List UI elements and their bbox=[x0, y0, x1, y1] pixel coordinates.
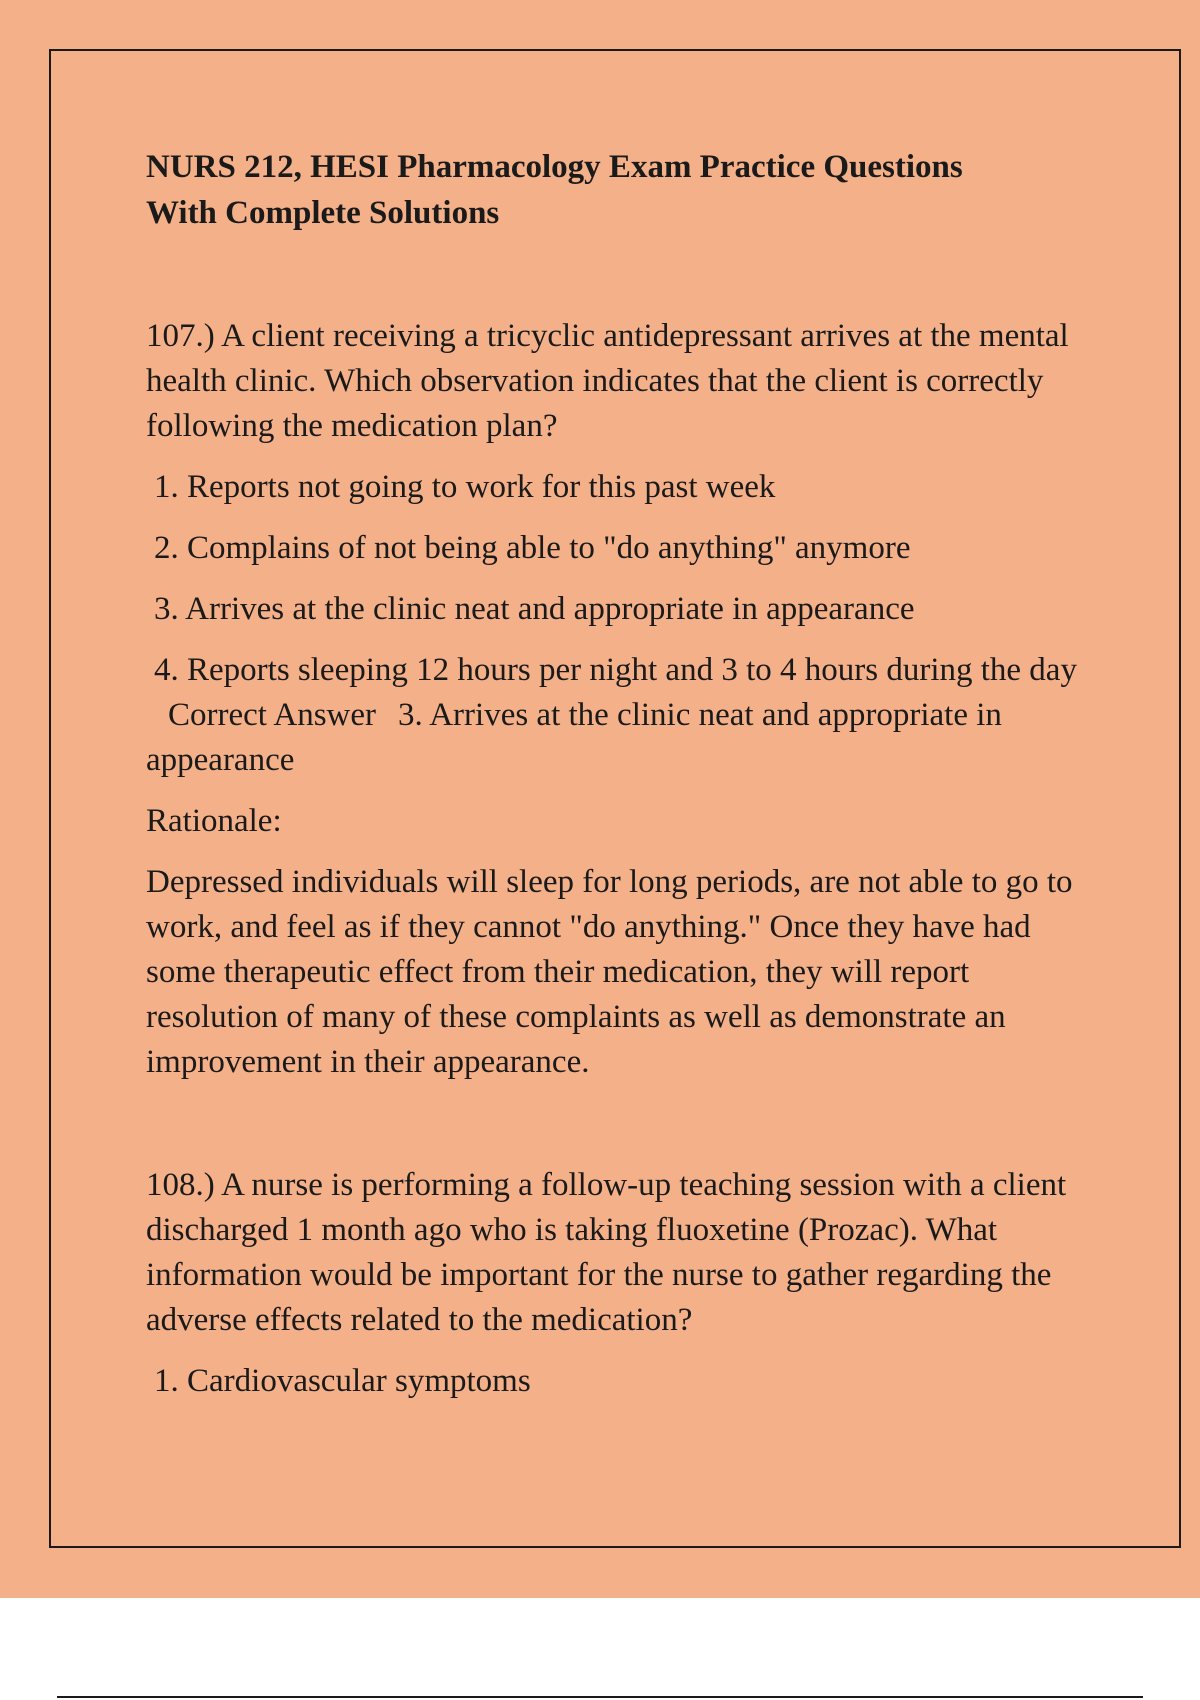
title-line-1: NURS 212, HESI Pharmacology Exam Practice Questions bbox=[146, 149, 963, 185]
question-107-stem: 107.) A client receiving a tricyclic antidepressant arrives at the mental health clinic. Which observation indicates that the client is correctly following the medication plan? bbox=[146, 318, 1069, 444]
correct-answer-text: 3. Arrives at the clinic neat and appropriate in appearance bbox=[146, 697, 1002, 778]
document-body bbox=[146, 144, 1096, 1420]
question-107-option-1: 1. Reports not going to work for this past week bbox=[154, 469, 776, 505]
footer-rule bbox=[57, 1696, 1143, 1698]
rationale-label: Rationale: bbox=[146, 803, 282, 839]
question-107-option-2: 2. Complains of not being able to "do anything" anymore bbox=[154, 530, 911, 566]
question-108-option-1: 1. Cardiovascular symptoms bbox=[154, 1363, 531, 1399]
question-108-stem: 108.) A nurse is performing a follow-up teaching session with a client discharged 1 month ago who is taking fluoxetine (Prozac). What information would be important for the nurse to gather regarding the adverse effects related to the medication? bbox=[146, 1167, 1067, 1338]
document-title bbox=[146, 144, 1096, 236]
question-107-option-3: 3. Arrives at the clinic neat and appropriate in appearance bbox=[154, 591, 915, 627]
correct-answer-label: Correct Answer bbox=[168, 697, 377, 733]
rationale-text: Depressed individuals will sleep for long periods, are not able to go to work, and feel as if they cannot "do anything." Once they have had some therapeutic effect from their medication, they will report resolution of many of these complaints as well as demonstrate an improvement in their appearance. bbox=[146, 864, 1073, 1080]
title-line-2: With Complete Solutions bbox=[146, 195, 500, 231]
question-107-option-4-with-answer bbox=[146, 648, 1096, 783]
question-107-option-4: 4. Reports sleeping 12 hours per night and 3 to 4 hours during the day bbox=[154, 652, 1077, 688]
